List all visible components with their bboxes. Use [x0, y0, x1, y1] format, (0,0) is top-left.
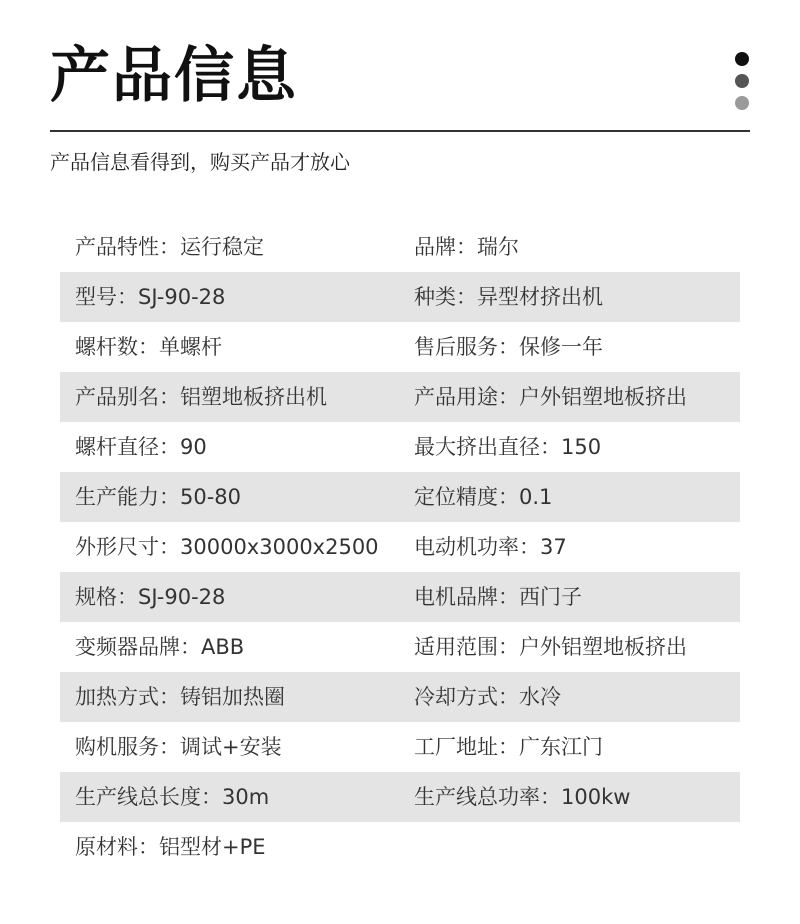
spec-cell: 工厂地址：广东江门	[414, 735, 603, 759]
spec-cell: 售后服务：保修一年	[414, 335, 603, 359]
spec-cell: 冷却方式：水冷	[414, 685, 561, 709]
spec-cell: 变频器品牌：ABB	[75, 635, 245, 659]
dots-decoration	[735, 52, 749, 118]
spec-row	[60, 622, 740, 672]
spec-cell: 适用范围：户外铝塑地板挤出	[414, 635, 687, 659]
spec-cell: 生产能力：50-80	[75, 485, 242, 509]
spec-row	[60, 372, 740, 422]
spec-cell: 品牌：瑞尔	[414, 235, 519, 259]
spec-cell: 加热方式：铸铝加热圈	[75, 685, 285, 709]
spec-row	[60, 572, 740, 622]
dot-dark	[735, 52, 749, 66]
dot-light	[735, 96, 749, 110]
spec-row	[60, 472, 740, 522]
spec-row	[60, 322, 740, 372]
spec-row	[60, 522, 740, 572]
page-title: 产品信息	[50, 41, 298, 111]
spec-cell: 电动机功率：37	[414, 535, 567, 559]
spec-row	[60, 772, 740, 822]
spec-row	[60, 272, 740, 322]
page-subtitle: 产品信息看得到，购买产品才放心	[50, 150, 350, 174]
spec-row	[60, 422, 740, 472]
spec-row	[60, 722, 740, 772]
spec-cell: 种类：异型材挤出机	[414, 285, 603, 309]
spec-cell: 螺杆直径：90	[75, 435, 207, 459]
spec-cell: 最大挤出直径：150	[414, 435, 602, 459]
spec-cell: 生产线总功率：100kw	[414, 785, 631, 809]
spec-table	[60, 222, 740, 872]
spec-cell: 电机品牌：西门子	[414, 585, 582, 609]
dot-medium	[735, 74, 749, 88]
spec-cell: 产品用途：户外铝塑地板挤出	[414, 385, 687, 409]
spec-row	[60, 822, 740, 872]
spec-cell: 生产线总长度：30m	[75, 785, 270, 809]
spec-cell: 规格：SJ-90-28	[75, 585, 226, 609]
spec-cell: 外形尺寸：30000x3000x2500	[75, 535, 379, 559]
spec-row	[60, 222, 740, 272]
title-divider	[50, 130, 750, 132]
spec-cell: 定位精度：0.1	[414, 485, 553, 509]
spec-cell: 产品别名：铝塑地板挤出机	[75, 385, 327, 409]
spec-cell: 产品特性：运行稳定	[75, 235, 264, 259]
spec-cell: 型号：SJ-90-28	[75, 285, 226, 309]
spec-cell: 螺杆数：单螺杆	[75, 335, 222, 359]
spec-cell: 原材料：铝型材+PE	[75, 835, 266, 859]
spec-row	[60, 672, 740, 722]
spec-cell: 购机服务：调试+安装	[75, 735, 282, 759]
